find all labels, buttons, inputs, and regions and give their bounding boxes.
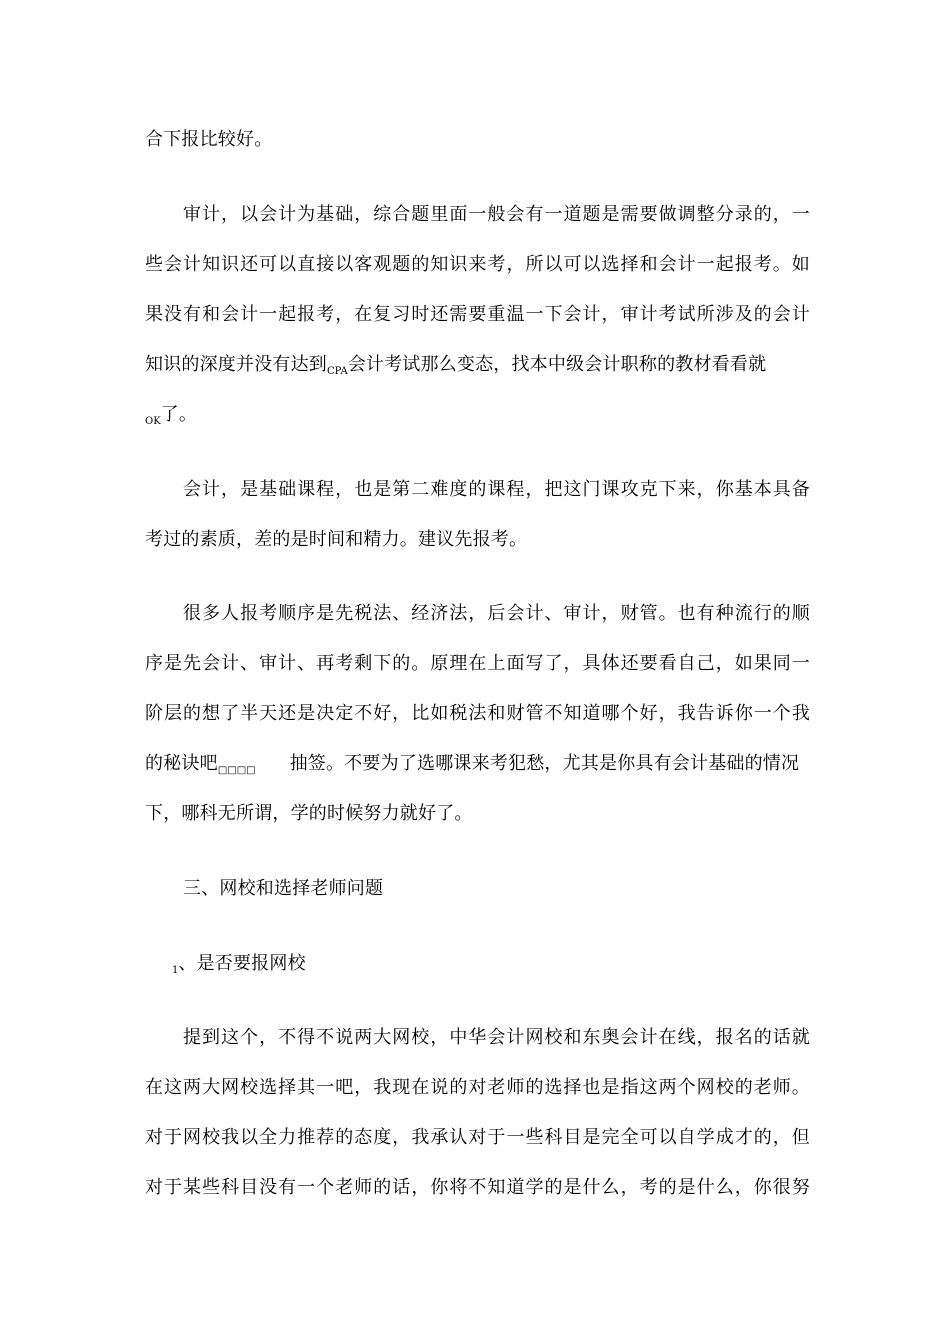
- section-heading: 三、网校和选择老师问题: [183, 878, 384, 899]
- missing-glyphs: □□□□: [217, 765, 256, 776]
- text-line: 会计，是基础课程，也是第二难度的课程，把这门课攻克下来，你基本具备: [183, 479, 810, 500]
- text-line: 合下报比较好。: [145, 129, 273, 150]
- text-line: 序是先会计、审计、再考剩下的。原理在上面写了，具体还要看自己，如果同一: [145, 653, 810, 674]
- cpa-abbrev: CPA: [327, 366, 348, 377]
- text-line: 些会计知识还可以直接以客观题的知识来考，所以可以选择和会计一起报考。如: [145, 254, 810, 275]
- text-line: 审计，以会计为基础，综合题里面一般会有一道题是需要做调整分录的，一: [183, 204, 810, 225]
- text-line: 提到这个，不得不说两大网校，中华会计网校和东奥会计在线，报名的话就: [183, 1027, 810, 1048]
- subsection-number: 1: [172, 965, 179, 976]
- text-line: 考过的素质，差的是时间和精力。建议先报考。: [145, 529, 528, 550]
- text-line: $_{OK}$了。: [145, 404, 198, 427]
- text-line: 知识的深度并没有达到$_{CPA}$会计考试那么变态，找本中级会计职称的教材看看就: [145, 354, 767, 377]
- text-line: 果没有和会计一起报考，在复习时还需要重温一下会计，审计考试所涉及的会计: [145, 304, 810, 325]
- subsection-heading: $_1$、是否要报网校: [172, 953, 306, 976]
- text-line: 下，哪科无所谓，学的时候努力就好了。: [145, 803, 473, 824]
- text-line: 很多人报考顺序是先税法、经济法，后会计、审计，财管。也有种流行的顺: [183, 603, 810, 624]
- ok-abbrev: OK: [145, 416, 161, 427]
- text-line: 在这两大网校选择其一吧，我现在说的对老师的选择也是指这两个网校的老师。: [145, 1077, 810, 1098]
- text-line: 对于网校我以全力推荐的态度，我承认对于一些科目是完全可以自学成才的，但: [145, 1127, 810, 1148]
- text-line: 的秘诀吧$_{□□□□}$ 抽签。不要为了选哪课来考犯愁，尤其是你具有会计基础的情况: [145, 753, 800, 776]
- text-line: 对于某些科目没有一个老师的话，你将不知道学的是什么，考的是什么，你很努: [145, 1177, 810, 1198]
- text-line: 阶层的想了半天还是决定不好，比如税法和财管不知道哪个好，我告诉你一个我: [145, 703, 810, 724]
